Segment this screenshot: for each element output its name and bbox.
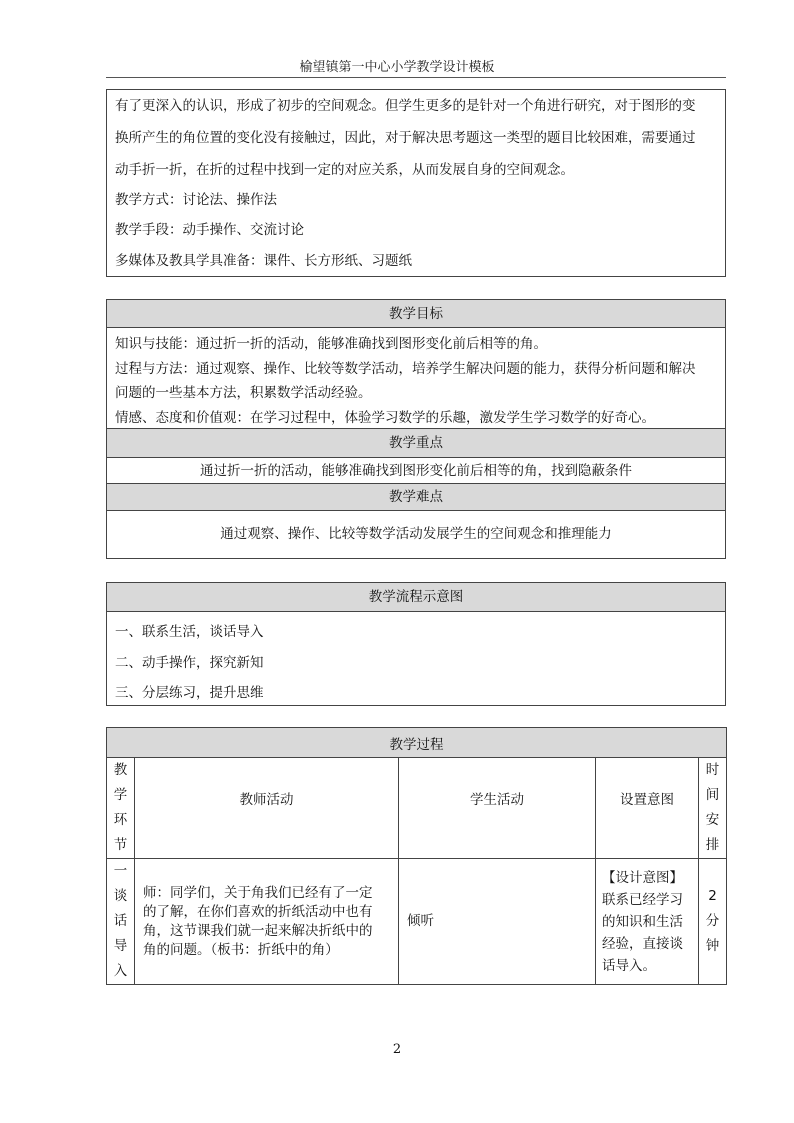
row1-stage-char: 谈 <box>113 888 128 904</box>
header-stage <box>107 758 135 859</box>
row1-time-char: 钟 <box>705 938 720 954</box>
intro-line-1: 有了更深入的认识，形成了初步的空间观念。但学生更多的是针对一个角进行研究，对于图形的变 <box>115 98 696 114</box>
teaching-means: 教学手段：动手操作、交流讨论 <box>115 222 304 238</box>
header-stage-char: 环 <box>113 812 128 828</box>
row1-teacher-line: 的了解，在你们喜欢的折纸活动中也有 <box>143 903 373 920</box>
header-stage-char: 学 <box>113 787 128 803</box>
objective-knowledge: 知识与技能：通过折一折的活动，能够准确找到图形变化前后相等的角。 <box>115 336 547 352</box>
objective-process-line1: 过程与方法：通过观察、操作、比较等数学活动，培养学生解决问题的能力，获得分析问题和解决 <box>115 361 696 377</box>
row1-time <box>699 859 727 985</box>
header-intent: 设置意图 <box>596 758 699 859</box>
row1-stage <box>107 859 135 985</box>
row1-teacher-line: 师：同学们，关于角我们已经有了一定 <box>143 884 373 901</box>
header-stage-char: 节 <box>113 837 128 853</box>
row1-stage-char: 导 <box>113 938 128 954</box>
row1-time-char: 分 <box>705 913 720 929</box>
flow-step-2: 二、动手操作，探究新知 <box>115 655 264 671</box>
process-title: 教学过程 <box>107 728 727 758</box>
row1-intent-line: 的知识和生活 <box>602 913 683 930</box>
objective-emotion: 情感、态度和价值观：在学习过程中，体验学习数学的乐趣，激发学生学习数学的好奇心。 <box>115 410 655 426</box>
objective-process-line2: 问题的一些基本方法，积累数学活动经验。 <box>115 385 372 401</box>
row1-intent-line: 经验，直接谈 <box>602 935 683 952</box>
row1-stage-char: 话 <box>113 913 128 929</box>
intro-line-2: 换所产生的角位置的变化没有接触过，因此，对于解决思考题这一类型的题目比较困难，需要通过 <box>115 130 696 146</box>
row1-time-char: 2 <box>708 888 717 904</box>
header-rule <box>106 77 726 78</box>
flow-step-3: 三、分层练习，提升思维 <box>115 685 264 701</box>
header-time-char: 时 <box>705 762 720 778</box>
flow-step-1: 一、联系生活，谈话导入 <box>115 624 264 640</box>
header-time <box>699 758 727 859</box>
row1-student-activity: 倾听 <box>399 859 596 985</box>
intro-box <box>106 89 726 277</box>
process-table <box>106 727 727 985</box>
row1-teacher-activity <box>135 859 399 985</box>
row1-stage-char: 一 <box>113 863 128 879</box>
objectives-box <box>106 299 726 559</box>
row1-teacher-line: 角的问题。（板书：折纸中的角） <box>143 941 339 958</box>
flow-box <box>106 582 726 706</box>
header-time-char: 排 <box>705 837 720 853</box>
difficulty-text: 通过观察、操作、比较等数学活动发展学生的空间观念和推理能力 <box>220 526 612 542</box>
intro-line-3: 动手折一折，在折的过程中找到一定的对应关系，从而发展自身的空间观念。 <box>115 162 574 178</box>
difficulty-title: 教学难点 <box>107 484 725 511</box>
key-points-text: 通过折一折的活动，能够准确找到图形变化前后相等的角，找到隐蔽条件 <box>107 458 725 484</box>
flow-title: 教学流程示意图 <box>107 583 725 612</box>
document-header: 榆望镇第一中心小学教学设计模板 <box>299 60 495 75</box>
row1-intent-line: 【设计意图】 <box>602 869 683 886</box>
header-stage-char: 教 <box>113 762 128 778</box>
row1-design-intent <box>596 859 699 985</box>
header-teacher: 教师活动 <box>135 758 399 859</box>
objectives-title: 教学目标 <box>107 300 725 328</box>
key-points-title: 教学重点 <box>107 429 725 458</box>
row1-stage-char: 入 <box>113 963 128 979</box>
teaching-method: 教学方式：讨论法、操作法 <box>115 192 277 208</box>
materials: 多媒体及教具学具准备：课件、长方形纸、习题纸 <box>115 253 412 269</box>
row1-intent-line: 联系已经学习 <box>602 891 683 908</box>
objectives-content <box>107 328 725 429</box>
header-student: 学生活动 <box>399 758 596 859</box>
page-number: 2 <box>392 1042 402 1057</box>
header-time-char: 间 <box>705 787 720 803</box>
row1-intent-line: 话导入。 <box>602 957 656 974</box>
row1-teacher-line: 角，这节课我们就一起来解决折纸中的 <box>143 922 373 939</box>
header-time-char: 安 <box>705 812 720 828</box>
